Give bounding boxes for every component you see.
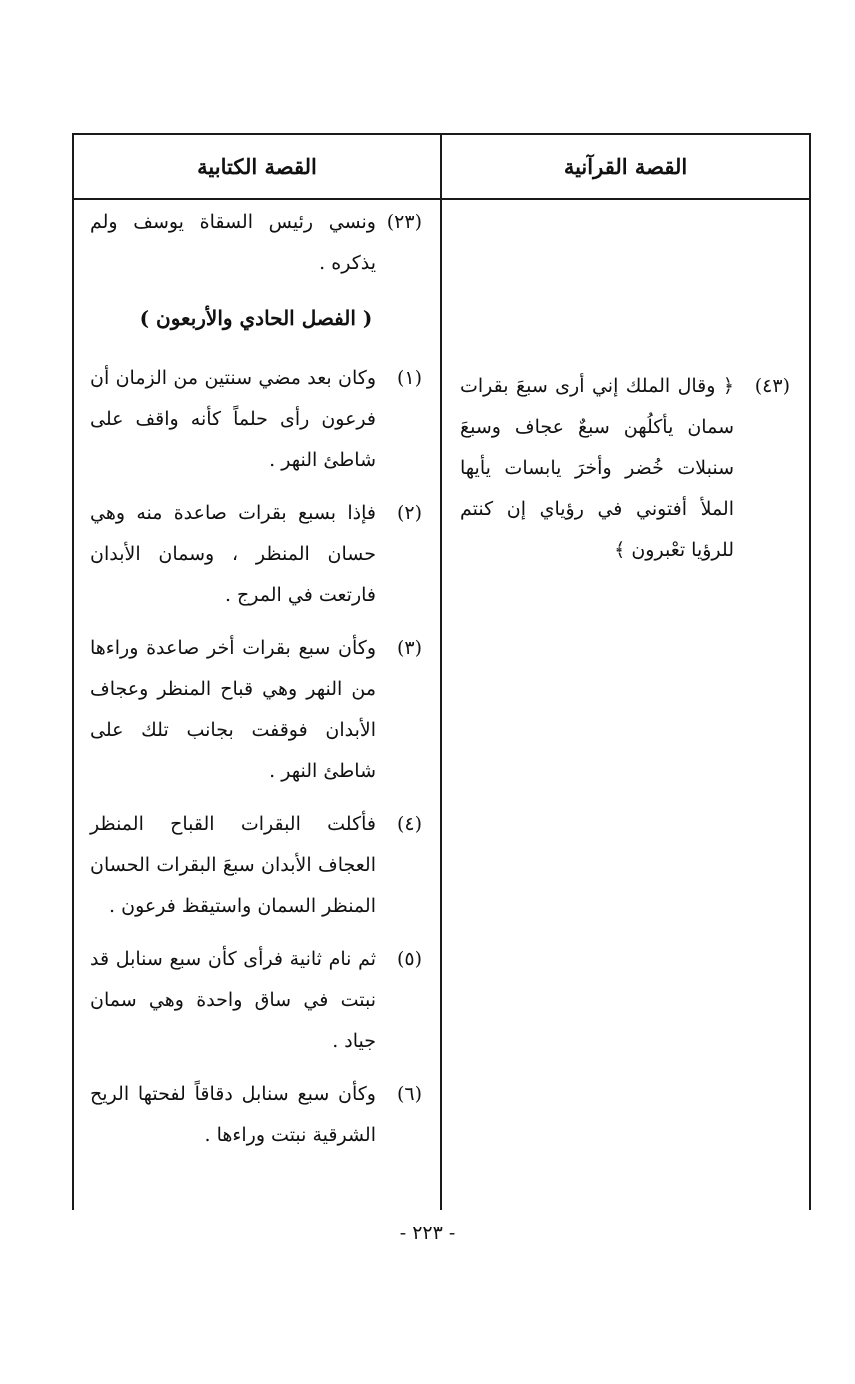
verse-entry [90,202,422,284]
chapter-title: ( الفصل الحادي والأربعون ) [139,306,373,330]
verse-text: وكأن سبع بقرات أخر صاعدة وراءها من النهر وهي قباح المنظر وعجاف الأبدان فوقفت بجانب تلك على شاطئ النهر . [90,637,376,782]
verse-entry [460,366,790,571]
column-divider [440,133,442,1210]
verse-entry [90,628,422,792]
verse-entry [90,939,422,1062]
verse-text: وكأن سبع سنابل دقاقاً لفحتها الريح الشرقية نبتت وراءها . [90,1083,376,1146]
verse-number: (٢) [396,502,422,524]
verse-entry [90,1074,422,1156]
verse-text: ﴿ وقال الملك إني أرى سبعَ بقرات سمان يأكلُهن سبعٌ عجاف وسبعَ سنبلات خُضر وأخرَ يابسات يأيها الملأ أفتوني في رؤياي إن كنتم للرؤيا تعْبرون ﴾ [460,375,734,561]
verse-entry [90,493,422,616]
verse-entry [90,804,422,927]
verse-number: (٤٣) [754,375,790,397]
verse-number: (٦) [396,1083,422,1105]
verse-entry [90,358,422,481]
verse-number: (٣) [396,637,422,659]
verse-number: (٢٣) [386,211,422,233]
page-number: - ٢٢٣ - [399,1222,456,1244]
verse-number: (١) [396,367,422,389]
quran-column [460,366,790,583]
header-rule [72,198,811,200]
verse-text: ثم نام ثانية فرأى كأن سبع سنابل قد نبتت في ساق واحدة وهي سمان جياد . [90,948,376,1052]
verse-number: (٥) [396,948,422,970]
verse-text: ونسي رئيس السقاة يوسف ولم يذكره . [90,211,376,274]
quran-column-header: القصة القرآنية [563,154,688,179]
bible-column [90,202,422,1168]
verse-text: وكان بعد مضي سنتين من الزمان أن فرعون رأى حلماً كأنه واقف على شاطئ النهر . [90,367,376,471]
verse-number: (٤) [396,813,422,835]
verse-text: فأكلت البقرات القباح المنظر العجاف الأبدان سبعَ البقرات الحسان المنظر السمان واستيقظ فرعون . [90,813,376,917]
bible-column-header: القصة الكتابية [197,154,317,179]
verse-text: فإذا بسبع بقرات صاعدة منه وهي حسان المنظر ، وسمان الأبدان فارتعت في المرج . [90,502,376,606]
